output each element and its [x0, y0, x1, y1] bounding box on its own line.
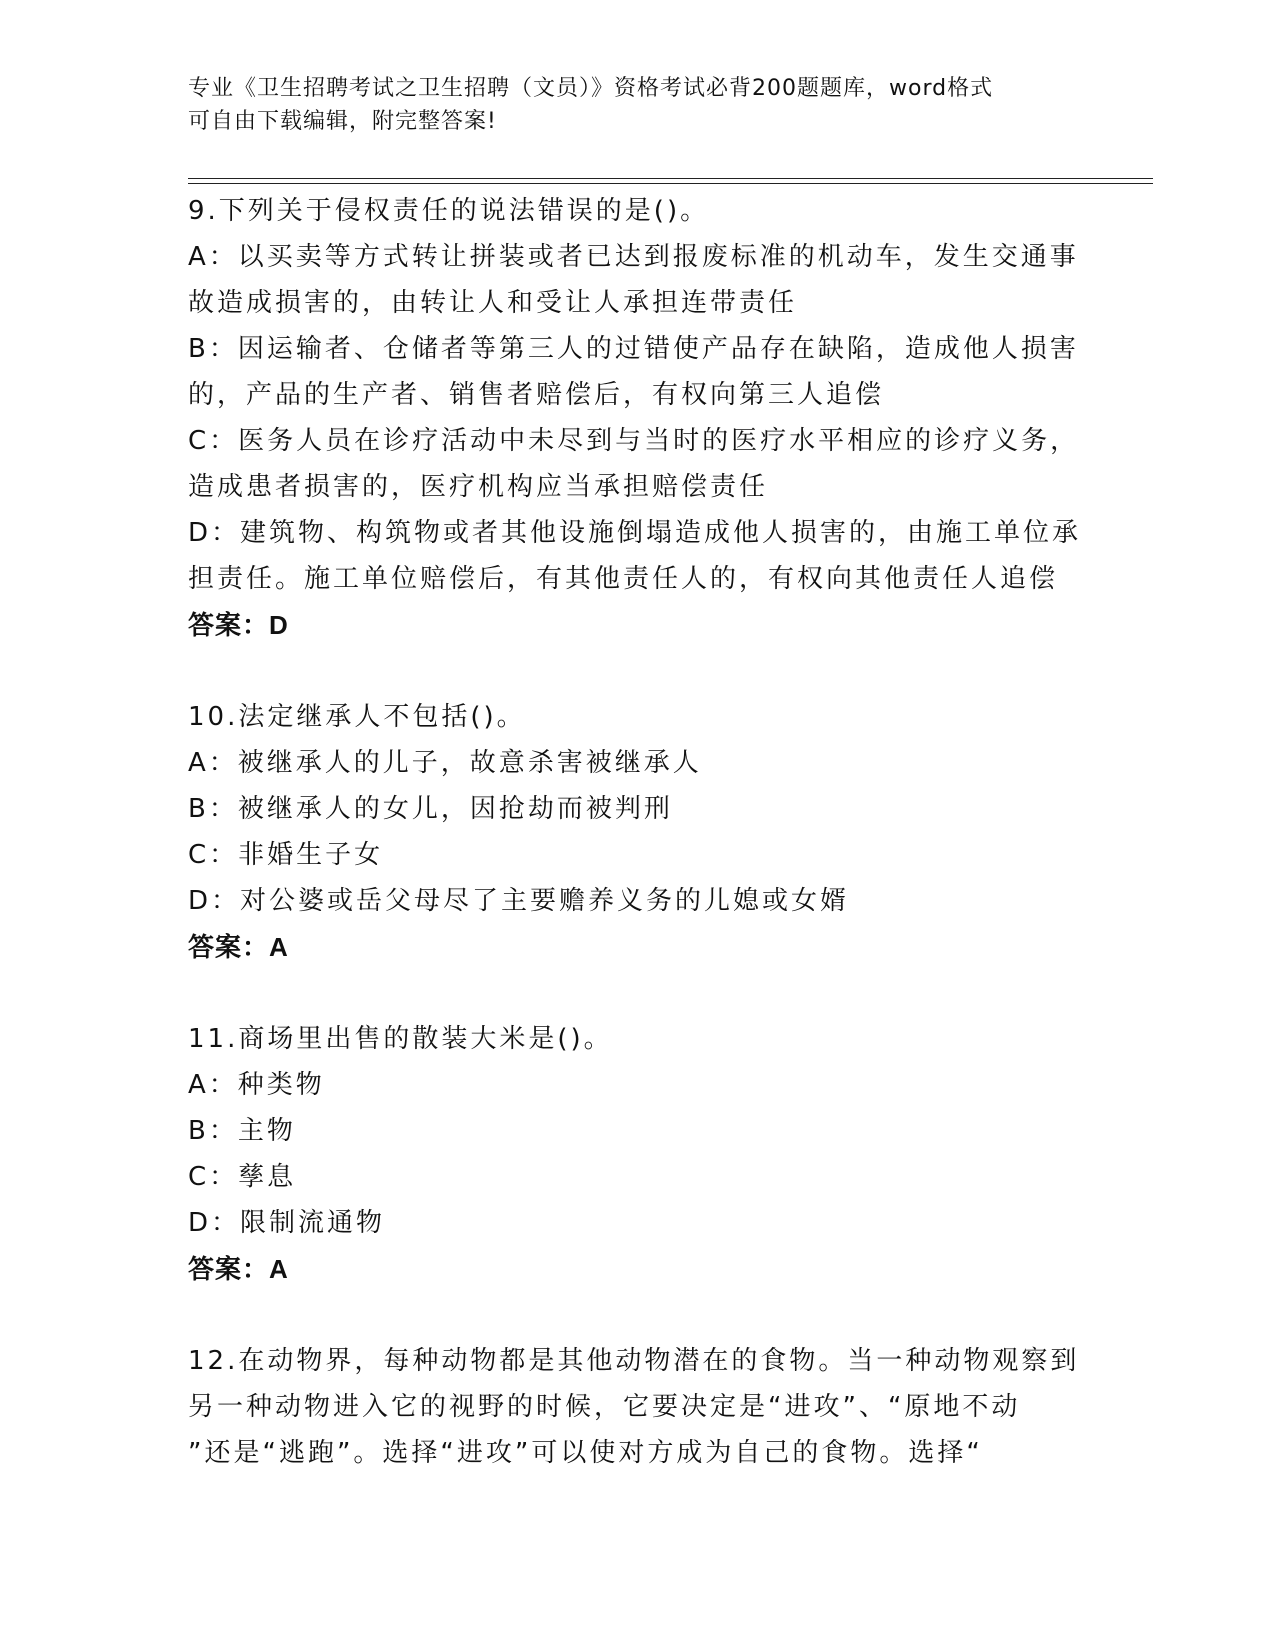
option-b: B：被继承人的女儿，因抢劫而被判刑	[188, 794, 673, 824]
question-stem: 12.在动物界，每种动物都是其他动物潜在的食物。当一种动物观察到	[188, 1346, 1080, 1376]
question-block	[188, 1016, 1108, 1292]
option-a-continued: 故造成损害的，由转让人和受让人承担连带责任	[188, 288, 798, 318]
option-d: D：对公婆或岳父母尽了主要赡养义务的儿媳或女婿	[188, 886, 850, 916]
option-a: A：以买卖等方式转让拼装或者已达到报废标准的机动车，发生交通事	[188, 242, 1079, 272]
header-divider	[188, 178, 1153, 179]
header-line: 可自由下载编辑，附完整答案!	[188, 109, 497, 134]
question-stem: 10.法定继承人不包括()。	[188, 702, 526, 732]
option-c-continued: 造成患者损害的，医疗机构应当承担赔偿责任	[188, 472, 769, 502]
question-list	[188, 188, 1108, 1476]
question-stem: 9.下列关于侵权责任的说法错误的是()。	[188, 196, 710, 226]
question-block	[188, 188, 1108, 648]
option-c: C：孳息	[188, 1162, 297, 1192]
question-stem-continued: ”还是“逃跑”。选择“进攻”可以使对方成为自己的食物。选择“	[188, 1438, 983, 1468]
option-b-continued: 的，产品的生产者、销售者赔偿后，有权向第三人追偿	[188, 380, 885, 410]
answer-line: 答案：A	[188, 932, 289, 962]
question-stem-continued: 另一种动物进入它的视野的时候，它要决定是“进攻”、“原地不动	[188, 1392, 1021, 1422]
option-c: C：非婚生子女	[188, 840, 384, 870]
option-d: D：限制流通物	[188, 1208, 386, 1238]
option-a: A：被继承人的儿子，故意杀害被继承人	[188, 748, 702, 778]
option-a: A：种类物	[188, 1070, 325, 1100]
answer-line: 答案：A	[188, 1254, 289, 1284]
option-b: B：主物	[188, 1116, 296, 1146]
header-divider	[188, 183, 1153, 184]
option-d-continued: 担责任。施工单位赔偿后，有其他责任人的，有权向其他责任人追偿	[188, 564, 1059, 594]
option-d: D：建筑物、构筑物或者其他设施倒塌造成他人损害的，由施工单位承	[188, 518, 1082, 548]
answer-line: 答案：D	[188, 610, 289, 640]
header-line: 专业《卫生招聘考试之卫生招聘（文员）》资格考试必背200题题库，word格式	[188, 76, 994, 101]
question-block	[188, 694, 1108, 970]
option-c: C：医务人员在诊疗活动中未尽到与当时的医疗水平相应的诊疗义务，	[188, 426, 1080, 456]
document-header	[188, 72, 1088, 138]
option-b: B：因运输者、仓储者等第三人的过错使产品存在缺陷，造成他人损害	[188, 334, 1079, 364]
question-stem: 11.商场里出售的散装大米是()。	[188, 1024, 613, 1054]
question-block	[188, 1338, 1108, 1476]
